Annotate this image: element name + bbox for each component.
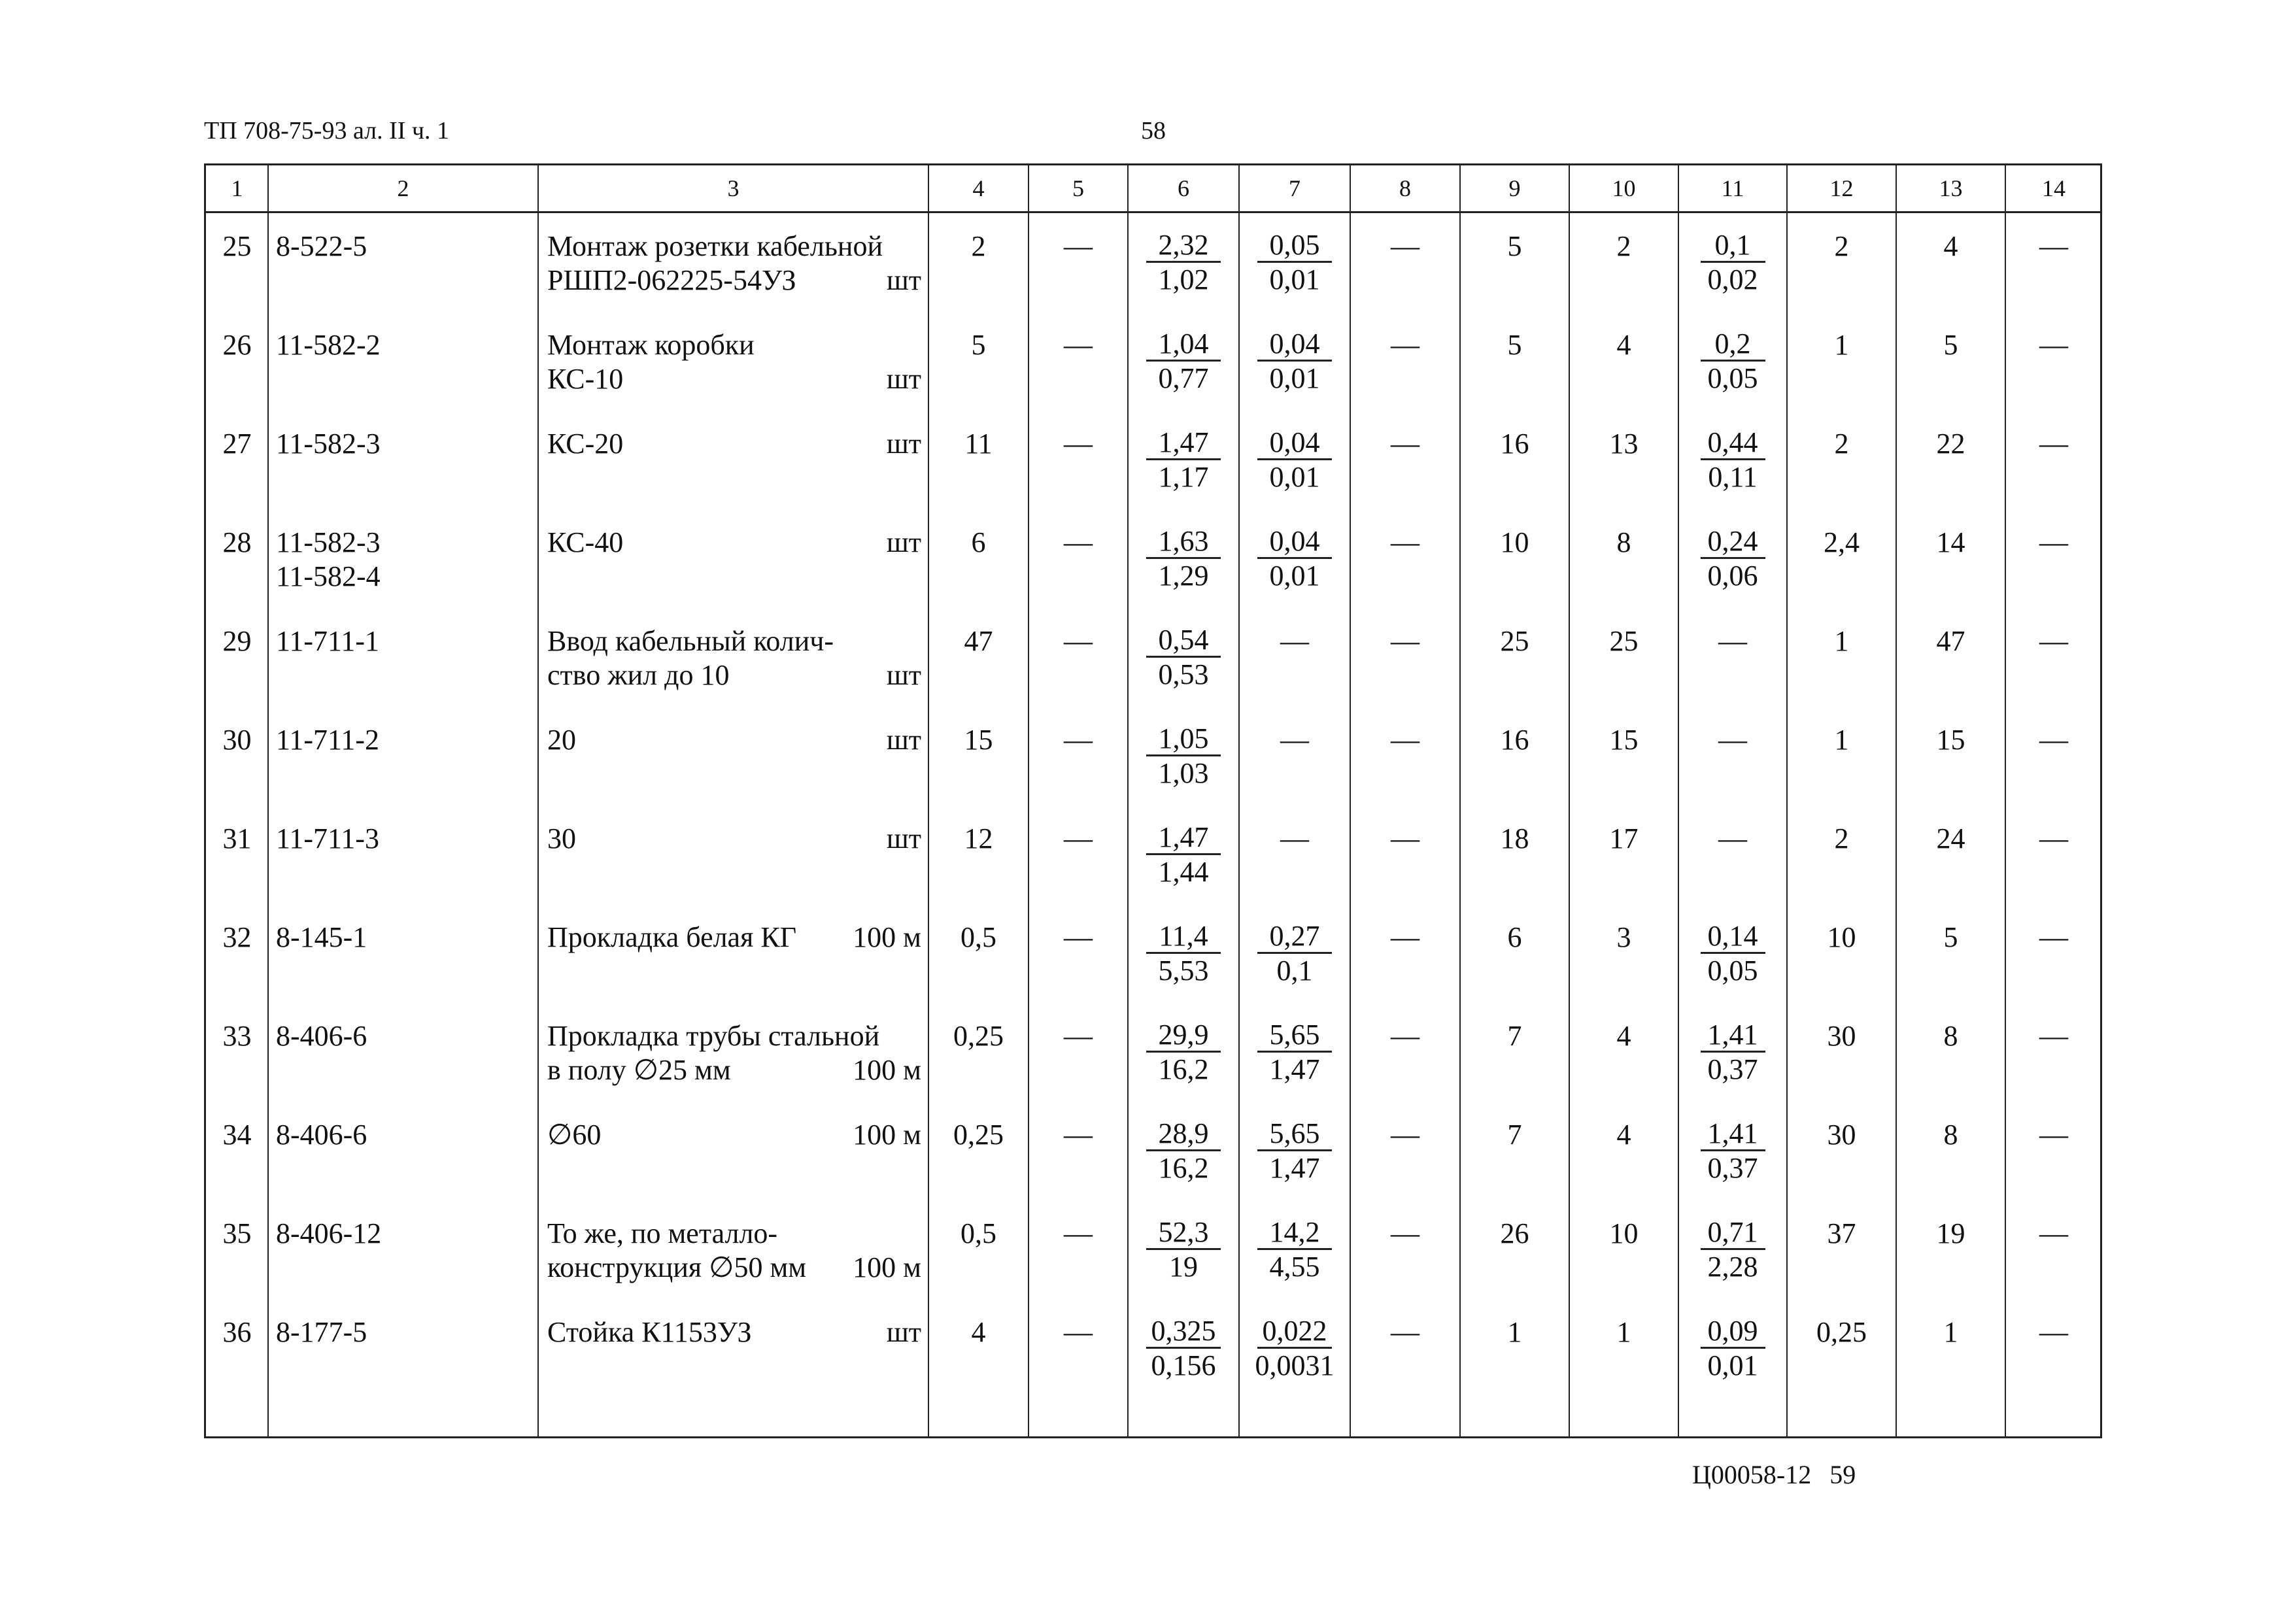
description-line: 30	[547, 822, 576, 854]
cell-c10: 25	[1609, 625, 1639, 657]
cell-c8: —	[1391, 1217, 1420, 1249]
denominator: 1,44	[1158, 856, 1209, 888]
cell-c13: 5	[1943, 329, 1958, 361]
denominator: 0,77	[1158, 362, 1209, 394]
denominator: 0,01	[1269, 263, 1320, 296]
footer-page: 59	[1829, 1460, 1856, 1489]
column-header: 10	[1612, 175, 1636, 201]
description-line: Монтаж розетки кабельной	[547, 230, 883, 262]
denominator: 0,01	[1707, 1349, 1758, 1381]
norm-code: 8-522-5	[276, 230, 367, 262]
cell-c5: —	[1064, 230, 1093, 262]
column-header: 8	[1399, 175, 1411, 201]
cell-c13: 22	[1936, 428, 1965, 460]
description-line: КС-20	[547, 428, 624, 460]
description-line: 20	[547, 724, 576, 756]
denominator: 0,156	[1151, 1349, 1216, 1381]
cell-c14: —	[2039, 428, 2068, 460]
fraction-c11	[1678, 1217, 1787, 1283]
cell-c5: —	[1064, 822, 1093, 854]
cell-c8: —	[1391, 822, 1420, 854]
cell-c14: —	[2039, 822, 2068, 854]
denominator: 0,0031	[1255, 1349, 1334, 1381]
column-header: 9	[1508, 175, 1521, 201]
cell-c9: 5	[1507, 329, 1522, 361]
cell-c12: 10	[1827, 921, 1856, 953]
numerator: 28,9	[1146, 1118, 1221, 1151]
description-line: ∅60	[547, 1119, 602, 1151]
cell-c8: —	[1391, 526, 1420, 558]
cell-c10: 4	[1616, 1119, 1631, 1151]
cell-c9: 16	[1500, 428, 1529, 460]
fraction-c11	[1678, 229, 1787, 296]
row-number: 35	[222, 1217, 252, 1249]
fraction-c7	[1239, 229, 1350, 296]
norm-code: 8-406-6	[276, 1020, 367, 1052]
footer-code: Ц00058-12	[1692, 1460, 1812, 1489]
denominator: 19	[1169, 1251, 1198, 1283]
fraction-c7	[1239, 921, 1350, 987]
norm-code: 11-711-1	[276, 625, 380, 657]
fraction-c6	[1128, 624, 1239, 690]
row-number: 25	[222, 230, 252, 262]
cell-c5: —	[1064, 625, 1093, 657]
unit-of-measure: шт	[886, 724, 921, 756]
cell-c9: 5	[1507, 230, 1522, 262]
cell-c10: 3	[1616, 921, 1631, 953]
numerator: 0,09	[1701, 1315, 1765, 1349]
fraction-c11	[1678, 1118, 1787, 1184]
unit-of-measure: 100 м	[853, 921, 921, 953]
cell-c10: 8	[1616, 526, 1631, 558]
denominator: 0,01	[1269, 560, 1320, 592]
cell-c9: 26	[1500, 1217, 1529, 1249]
cell-c13: 4	[1943, 230, 1958, 262]
fraction-c6	[1128, 1118, 1239, 1184]
cell-c14: —	[2039, 1316, 2068, 1348]
page-number: 58	[1141, 117, 1166, 144]
header-divider	[206, 211, 2100, 213]
denominator: 1,47	[1269, 1152, 1320, 1184]
unit-of-measure: шт	[886, 264, 921, 296]
denominator: 0,01	[1269, 461, 1320, 493]
cell-c14: —	[2039, 1217, 2068, 1249]
estimate-table	[204, 163, 2102, 1438]
fraction-c7	[1239, 427, 1350, 493]
work-description	[547, 921, 796, 955]
norm-code: 11-582-2	[276, 329, 381, 361]
denominator: 0,37	[1707, 1053, 1758, 1085]
table-row	[206, 427, 2100, 525]
numerator: 1,41	[1701, 1118, 1765, 1151]
cell-c4: 0,25	[953, 1020, 1004, 1052]
cell-c13: 14	[1936, 526, 1965, 558]
denominator: 0,05	[1707, 362, 1758, 394]
cell-c9: 16	[1500, 724, 1529, 756]
cell-c9: 7	[1507, 1119, 1522, 1151]
norm-code: 11-711-3	[276, 822, 380, 854]
cell-c5: —	[1064, 526, 1093, 558]
cell-c4: 15	[964, 724, 993, 756]
fraction-c6	[1128, 328, 1239, 394]
cell-c8: —	[1391, 230, 1420, 262]
denominator: 16,2	[1158, 1152, 1209, 1184]
cell-c12: 37	[1827, 1217, 1856, 1249]
norm-code: 11-582-3	[276, 428, 381, 460]
cell-c4: 5	[971, 329, 986, 361]
row-number: 26	[222, 329, 252, 361]
numerator: 1,05	[1146, 723, 1221, 756]
norm-code: 11-582-3	[276, 526, 381, 558]
fraction-c6	[1128, 921, 1239, 987]
fraction-c7	[1239, 1315, 1350, 1381]
description-line: конструкция ∅50 мм	[547, 1251, 807, 1283]
cell-c5: —	[1064, 1119, 1093, 1151]
table-row	[206, 328, 2100, 426]
table-row	[206, 624, 2100, 722]
numerator: 14,2	[1257, 1217, 1332, 1250]
column-header: 11	[1721, 175, 1744, 201]
row-number: 31	[222, 822, 252, 854]
cell-c5: —	[1064, 428, 1093, 460]
numerator: 5,65	[1257, 1019, 1332, 1053]
row-number: 29	[222, 625, 252, 657]
cell-c10: 1	[1616, 1316, 1631, 1348]
column-header: 4	[972, 175, 985, 201]
cell-c4: 47	[964, 625, 993, 657]
numerator: 29,9	[1146, 1019, 1221, 1053]
cell-c5: —	[1064, 724, 1093, 756]
fraction-c6	[1128, 1217, 1239, 1283]
work-description	[547, 427, 623, 461]
column-header: 14	[2042, 175, 2066, 201]
cell-c13: 8	[1943, 1119, 1958, 1151]
cell-c13: 5	[1943, 921, 1958, 953]
row-number: 34	[222, 1119, 252, 1151]
fraction-c11	[1678, 427, 1787, 493]
cell-c4: 11	[964, 428, 993, 460]
table-row	[206, 229, 2100, 328]
cell-c4: 4	[971, 1316, 986, 1348]
numerator: 2,32	[1146, 229, 1221, 263]
table-row	[206, 1217, 2100, 1315]
numerator: 0,54	[1146, 624, 1221, 658]
cell-c8: —	[1391, 1020, 1420, 1052]
table-row	[206, 1019, 2100, 1117]
unit-of-measure: шт	[886, 428, 921, 460]
table-row	[206, 1118, 2100, 1216]
cell-c9: 7	[1507, 1020, 1522, 1052]
cell-c13: 8	[1943, 1020, 1958, 1052]
denominator: 0,37	[1707, 1152, 1758, 1184]
cell-c4: 6	[971, 526, 986, 558]
cell-c10: 4	[1616, 329, 1631, 361]
denominator: 0,06	[1707, 560, 1758, 592]
row-number: 32	[222, 921, 252, 953]
work-description	[547, 822, 576, 856]
description-line: в полу ∅25 мм	[547, 1054, 731, 1086]
fraction-c11	[1678, 526, 1787, 592]
cell-c14: —	[2039, 230, 2068, 262]
unit-of-measure: шт	[886, 822, 921, 854]
cell-c5: —	[1064, 329, 1093, 361]
description-line: КС-10	[547, 363, 624, 395]
fraction-c6	[1128, 427, 1239, 493]
cell-c8: —	[1391, 1316, 1420, 1348]
cell-c5: —	[1064, 1217, 1093, 1249]
cell-c12: 1	[1834, 329, 1849, 361]
cell-c11: —	[1718, 822, 1747, 854]
numerator: 0,325	[1146, 1315, 1221, 1349]
numerator: 0,14	[1701, 921, 1765, 954]
description-line: КС-40	[547, 526, 624, 558]
cell-c10: 10	[1609, 1217, 1639, 1249]
denominator: 0,11	[1708, 461, 1758, 493]
row-number: 30	[222, 724, 252, 756]
numerator: 0,022	[1257, 1315, 1332, 1349]
cell-c9: 1	[1507, 1316, 1522, 1348]
description-line: Стойка К1153УЗ	[547, 1316, 752, 1348]
cell-c7: —	[1280, 724, 1309, 756]
numerator: 0,44	[1701, 427, 1765, 460]
denominator: 1,47	[1269, 1053, 1320, 1085]
cell-c5: —	[1064, 1316, 1093, 1348]
fraction-c11	[1678, 1315, 1787, 1381]
cell-c14: —	[2039, 1119, 2068, 1151]
cell-c10: 2	[1616, 230, 1631, 262]
denominator: 2,28	[1707, 1251, 1758, 1283]
denominator: 0,02	[1707, 263, 1758, 296]
unit-of-measure: 100 м	[853, 1054, 921, 1086]
cell-c12: 30	[1827, 1119, 1856, 1151]
fraction-c6	[1128, 1315, 1239, 1381]
column-header: 12	[1829, 175, 1854, 201]
denominator: 0,01	[1269, 362, 1320, 394]
norm-code: 8-177-5	[276, 1316, 367, 1348]
unit-of-measure: 100 м	[853, 1251, 921, 1283]
numerator: 0,04	[1257, 526, 1332, 559]
cell-c4: 0,25	[953, 1119, 1004, 1151]
table-row	[206, 822, 2100, 920]
description-line: РШП2-062225-54УЗ	[547, 264, 796, 296]
work-description	[547, 1118, 601, 1152]
cell-c13: 24	[1936, 822, 1965, 854]
cell-c10: 17	[1609, 822, 1639, 854]
norm-code: 11-711-2	[276, 724, 380, 756]
cell-c9: 10	[1500, 526, 1529, 558]
work-description	[547, 1315, 752, 1349]
cell-c12: 2,4	[1824, 526, 1860, 558]
norm-code: 8-406-6	[276, 1119, 367, 1151]
norm-code: 8-145-1	[276, 921, 367, 953]
numerator: 1,41	[1701, 1019, 1765, 1053]
work-description	[547, 624, 834, 692]
denominator: 0,1	[1276, 955, 1313, 987]
norm-code: 11-582-4	[276, 560, 381, 592]
cell-c4: 12	[964, 822, 993, 854]
denominator: 4,55	[1269, 1251, 1320, 1283]
numerator: 0,24	[1701, 526, 1765, 559]
cell-c12: 2	[1834, 822, 1849, 854]
cell-c8: —	[1391, 921, 1420, 953]
fraction-c11	[1678, 1019, 1787, 1085]
numerator: 5,65	[1257, 1118, 1332, 1151]
unit-of-measure: шт	[886, 526, 921, 558]
row-number: 27	[222, 428, 252, 460]
cell-c13: 1	[1943, 1316, 1958, 1348]
unit-of-measure: 100 м	[853, 1119, 921, 1151]
cell-c8: —	[1391, 329, 1420, 361]
denominator: 1,17	[1158, 461, 1209, 493]
cell-c13: 47	[1936, 625, 1965, 657]
column-header: 13	[1939, 175, 1963, 201]
cell-c12: 1	[1834, 625, 1849, 657]
cell-c10: 15	[1609, 724, 1639, 756]
cell-c7: —	[1280, 822, 1309, 854]
numerator: 0,71	[1701, 1217, 1765, 1250]
denominator: 1,03	[1158, 757, 1209, 789]
cell-c4: 2	[971, 230, 986, 262]
table-row	[206, 723, 2100, 821]
column-header: 6	[1178, 175, 1189, 201]
cell-c14: —	[2039, 329, 2068, 361]
cell-c5: —	[1064, 921, 1093, 953]
numerator: 11,4	[1146, 921, 1221, 954]
norm-code: 8-406-12	[276, 1217, 382, 1249]
column-header: 2	[397, 175, 409, 201]
cell-c12: 1	[1834, 724, 1849, 756]
cell-c13: 19	[1936, 1217, 1965, 1249]
work-description	[547, 526, 623, 560]
fraction-c6	[1128, 822, 1239, 888]
table-row	[206, 1315, 2100, 1413]
description-line: Монтаж коробки	[547, 329, 755, 361]
cell-c8: —	[1391, 428, 1420, 460]
denominator: 1,29	[1158, 560, 1209, 592]
cell-c11: —	[1718, 625, 1747, 657]
cell-c14: —	[2039, 526, 2068, 558]
unit-of-measure: шт	[886, 363, 921, 395]
document-code: ТП 708-75-93 ал. II ч. 1	[204, 117, 450, 144]
fraction-c11	[1678, 328, 1787, 394]
cell-c14: —	[2039, 625, 2068, 657]
footer	[1692, 1459, 1856, 1490]
work-description	[547, 1217, 806, 1285]
cell-c4: 0,5	[960, 1217, 996, 1249]
numerator: 1,63	[1146, 526, 1221, 559]
column-header: 3	[727, 175, 740, 201]
column-header: 5	[1072, 175, 1084, 201]
denominator: 1,02	[1158, 263, 1209, 296]
denominator: 0,05	[1707, 955, 1758, 987]
cell-c9: 6	[1507, 921, 1522, 953]
numerator: 0,04	[1257, 328, 1332, 362]
cell-c14: —	[2039, 724, 2068, 756]
cell-c10: 13	[1609, 428, 1639, 460]
row-number: 28	[222, 526, 252, 558]
numerator: 1,04	[1146, 328, 1221, 362]
cell-c10: 4	[1616, 1020, 1631, 1052]
row-number: 33	[222, 1020, 252, 1052]
denominator: 5,53	[1158, 955, 1209, 987]
cell-c7: —	[1280, 625, 1309, 657]
description-line: Прокладка белая КГ	[547, 921, 797, 953]
cell-c8: —	[1391, 625, 1420, 657]
description-line: ство жил до 10	[547, 659, 730, 691]
denominator: 0,53	[1158, 658, 1209, 690]
cell-c8: —	[1391, 724, 1420, 756]
row-number: 36	[222, 1316, 252, 1348]
cell-c4: 0,5	[960, 921, 996, 953]
unit-of-measure: шт	[886, 1316, 921, 1348]
cell-c13: 15	[1936, 724, 1965, 756]
numerator: 0,04	[1257, 427, 1332, 460]
cell-c12: 0,25	[1816, 1316, 1867, 1348]
fraction-c7	[1239, 1217, 1350, 1283]
cell-c12: 2	[1834, 428, 1849, 460]
cell-c9: 25	[1500, 625, 1529, 657]
work-description	[547, 1019, 879, 1087]
table-row	[206, 526, 2100, 624]
cell-c14: —	[2039, 1020, 2068, 1052]
fraction-c7	[1239, 1118, 1350, 1184]
denominator: 16,2	[1158, 1053, 1209, 1085]
fraction-c6	[1128, 723, 1239, 789]
column-header: 7	[1289, 175, 1300, 201]
work-description	[547, 328, 755, 396]
fraction-c7	[1239, 526, 1350, 592]
numerator: 0,1	[1701, 229, 1765, 263]
numerator: 1,47	[1146, 822, 1221, 855]
cell-c12: 2	[1834, 230, 1849, 262]
work-description	[547, 229, 883, 297]
fraction-c11	[1678, 921, 1787, 987]
table-row	[206, 921, 2100, 1019]
fraction-c6	[1128, 1019, 1239, 1085]
fraction-c7	[1239, 1019, 1350, 1085]
unit-of-measure: шт	[886, 659, 921, 691]
numerator: 52,3	[1146, 1217, 1221, 1250]
fraction-c6	[1128, 229, 1239, 296]
cell-c5: —	[1064, 1020, 1093, 1052]
cell-c8: —	[1391, 1119, 1420, 1151]
cell-c9: 18	[1500, 822, 1529, 854]
work-description	[547, 723, 576, 757]
column-header: 1	[231, 175, 243, 201]
description-line: Прокладка трубы стальной	[547, 1020, 880, 1052]
fraction-c7	[1239, 328, 1350, 394]
description-line: Ввод кабельный колич-	[547, 625, 834, 657]
numerator: 0,27	[1257, 921, 1332, 954]
cell-c14: —	[2039, 921, 2068, 953]
numerator: 0,05	[1257, 229, 1332, 263]
cell-c12: 30	[1827, 1020, 1856, 1052]
fraction-c6	[1128, 526, 1239, 592]
numerator: 1,47	[1146, 427, 1221, 460]
cell-c11: —	[1718, 724, 1747, 756]
description-line: То же, по металло-	[547, 1217, 778, 1249]
numerator: 0,2	[1701, 328, 1765, 362]
